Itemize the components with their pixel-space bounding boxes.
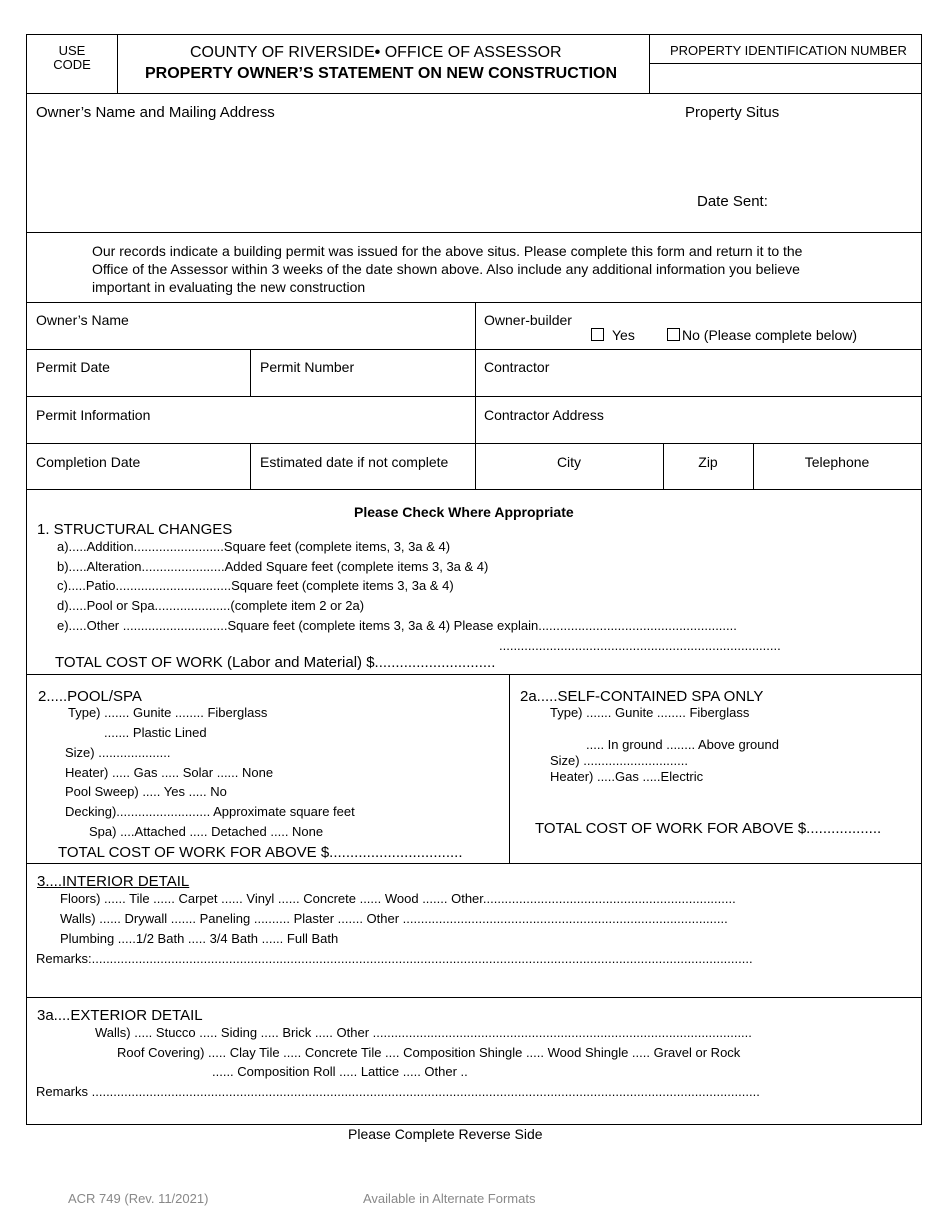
exterior-roof-2[interactable]: ...... Composition Roll ..... Lattice ..... Other ..: [212, 1064, 468, 1079]
pin-divider: [649, 63, 921, 64]
exterior-roof[interactable]: Roof Covering) ..... Clay Tile ..... Concrete Tile .... Composition Shingle ..... Wood Shingle ..... Gravel or Rock: [117, 1045, 741, 1060]
interior-floors[interactable]: Floors) ...... Tile ...... Carpet ...... Vinyl ...... Concrete ...... Wood ....... Other......................................................................: [60, 891, 736, 906]
permit-date-input[interactable]: [30, 377, 246, 393]
pool-spa-divider: [509, 674, 510, 863]
structural-item-d[interactable]: d).....Pool or Spa.....................(complete item 2 or 2a): [57, 598, 365, 613]
pool-spa[interactable]: Spa) ....Attached ..... Detached ..... None: [89, 824, 324, 839]
intro-line-1: Our records indicate a building permit was issued for the above situs. Please complete this form and return it to the: [92, 243, 803, 259]
structural-total[interactable]: TOTAL COST OF WORK (Labor and Material) $.............................: [55, 654, 496, 671]
pin-label: PROPERTY IDENTIFICATION NUMBER: [670, 43, 907, 58]
owner-mailing-label: Owner’s Name and Mailing Address: [36, 104, 275, 121]
use-code-label: USE CODE: [53, 43, 91, 73]
pool-heater[interactable]: Heater) ..... Gas ..... Solar ...... None: [65, 765, 274, 780]
spa-title: 2a.....SELF-CONTAINED SPA ONLY: [520, 688, 764, 705]
structural-title: 1. STRUCTURAL CHANGES: [37, 521, 233, 538]
telephone-label: Telephone: [804, 454, 870, 470]
structural-item-a[interactable]: a).....Addition.........................Square feet (complete items, 3, 3a & 4): [57, 539, 451, 554]
zip-label: Zip: [698, 454, 718, 470]
permit-information-label: Permit Information: [36, 407, 151, 423]
structural-item-b[interactable]: b).....Alteration.......................Added Square feet (complete items 3, 3a & 4): [57, 559, 489, 574]
pool-decking[interactable]: Decking).......................... Approximate square feet: [65, 804, 355, 819]
permit-date-label: Permit Date: [36, 359, 110, 375]
grid-line-3: [26, 443, 922, 444]
structural-item-c[interactable]: c).....Patio................................Square feet (complete items 3, 3a & 4): [57, 578, 454, 593]
completion-divider: [250, 443, 251, 489]
interior-walls[interactable]: Walls) ...... Drywall ....... Paneling .......... Plaster ....... Other ..........................................................................................: [60, 911, 728, 926]
owner-builder-label: Owner-builder: [484, 312, 572, 328]
contractor-input[interactable]: [479, 377, 917, 393]
permit-number-input[interactable]: [254, 377, 470, 393]
exterior-title: 3a....EXTERIOR DETAIL: [37, 1007, 203, 1024]
interior-remarks[interactable]: Remarks:.......................................................................................................................................................................................: [36, 951, 753, 966]
spa-type[interactable]: Type) ....... Gunite ........ Fiberglass: [550, 705, 750, 720]
intro-line-3: important in evaluating the new construction: [92, 279, 366, 295]
permit-information-input[interactable]: [30, 424, 470, 440]
interior-bottom-line: [26, 997, 922, 998]
pool-size[interactable]: Size) ....................: [65, 745, 171, 760]
header-bottom-line: [26, 93, 922, 94]
pool-sweep[interactable]: Pool Sweep) ..... Yes ..... No: [65, 784, 227, 799]
interior-title: 3....INTERIOR DETAIL: [37, 873, 190, 890]
owners-name-input[interactable]: [30, 330, 470, 346]
spa-total[interactable]: TOTAL COST OF WORK FOR ABOVE $..................: [535, 820, 882, 837]
alternate-formats-note: Available in Alternate Formats: [363, 1191, 536, 1206]
property-situs-label: Property Situs: [685, 104, 780, 121]
intro-line-2: Office of the Assessor within 3 weeks of the date shown above. Also include any additional information you believe: [92, 261, 800, 277]
pool-title: 2.....POOL/SPA: [38, 688, 142, 705]
contractor-address-input[interactable]: [479, 424, 917, 440]
contractor-address-label: Contractor Address: [484, 407, 604, 423]
pool-bottom-line: [26, 863, 922, 864]
city-label: City: [556, 454, 582, 470]
check-heading: Please Check Where Appropriate: [354, 504, 574, 520]
owner-builder-yes-label: Yes: [612, 327, 635, 343]
spa-heater[interactable]: Heater) .....Gas .....Electric: [550, 769, 704, 784]
spa-ground[interactable]: ..... In ground ........ Above ground: [586, 737, 779, 752]
structural-bottom-line: [26, 674, 922, 675]
completion-date-label: Completion Date: [36, 454, 141, 470]
contractor-label: Contractor: [484, 359, 550, 375]
intro-bottom-line: [26, 302, 922, 303]
pool-total[interactable]: TOTAL COST OF WORK FOR ABOVE $................................: [58, 844, 463, 861]
explain-line[interactable]: ..............................................................................: [499, 638, 781, 653]
grid-line-1: [26, 349, 922, 350]
exterior-walls[interactable]: Walls) ..... Stucco ..... Siding ..... Brick ..... Other .........................................................................................................: [95, 1025, 752, 1040]
county-line: COUNTY OF RIVERSIDE• OFFICE OF ASSESSOR: [190, 44, 562, 61]
estimated-date-label: Estimated date if not complete: [260, 454, 449, 470]
pool-plastic[interactable]: ....... Plastic Lined: [104, 725, 207, 740]
form-id: ACR 749 (Rev. 11/2021): [68, 1191, 209, 1206]
grid-line-2: [26, 396, 922, 397]
date-sent-label: Date Sent:: [697, 193, 768, 210]
form-title: PROPERTY OWNER’S STATEMENT ON NEW CONSTRUCTION: [145, 65, 618, 82]
owner-builder-yes-checkbox[interactable]: [591, 328, 604, 341]
permit-number-label: Permit Number: [260, 359, 355, 375]
grid-line-4: [26, 489, 922, 490]
pin-input[interactable]: [652, 66, 918, 91]
owner-builder-no-label: No (Please complete below): [682, 327, 858, 343]
header-divider-1: [117, 34, 118, 94]
owners-name-label: Owner’s Name: [36, 312, 129, 328]
exterior-remarks[interactable]: Remarks .........................................................................................................................................................................................: [36, 1084, 760, 1099]
address-bottom-line: [26, 232, 922, 233]
permit-divider: [250, 349, 251, 396]
spa-size[interactable]: Size) .............................: [550, 753, 688, 768]
reverse-side-note: Please Complete Reverse Side: [348, 1126, 543, 1142]
header-divider-2: [649, 34, 650, 94]
owner-builder-no-checkbox[interactable]: [667, 328, 680, 341]
pool-type[interactable]: Type) ....... Gunite ........ Fiberglass: [68, 705, 268, 720]
structural-item-e[interactable]: e).....Other .............................Square feet (complete items 3, 3a & 4) Please explain.......................................................: [57, 618, 737, 633]
interior-plumbing[interactable]: Plumbing .....1/2 Bath ..... 3/4 Bath ...... Full Bath: [60, 931, 339, 946]
